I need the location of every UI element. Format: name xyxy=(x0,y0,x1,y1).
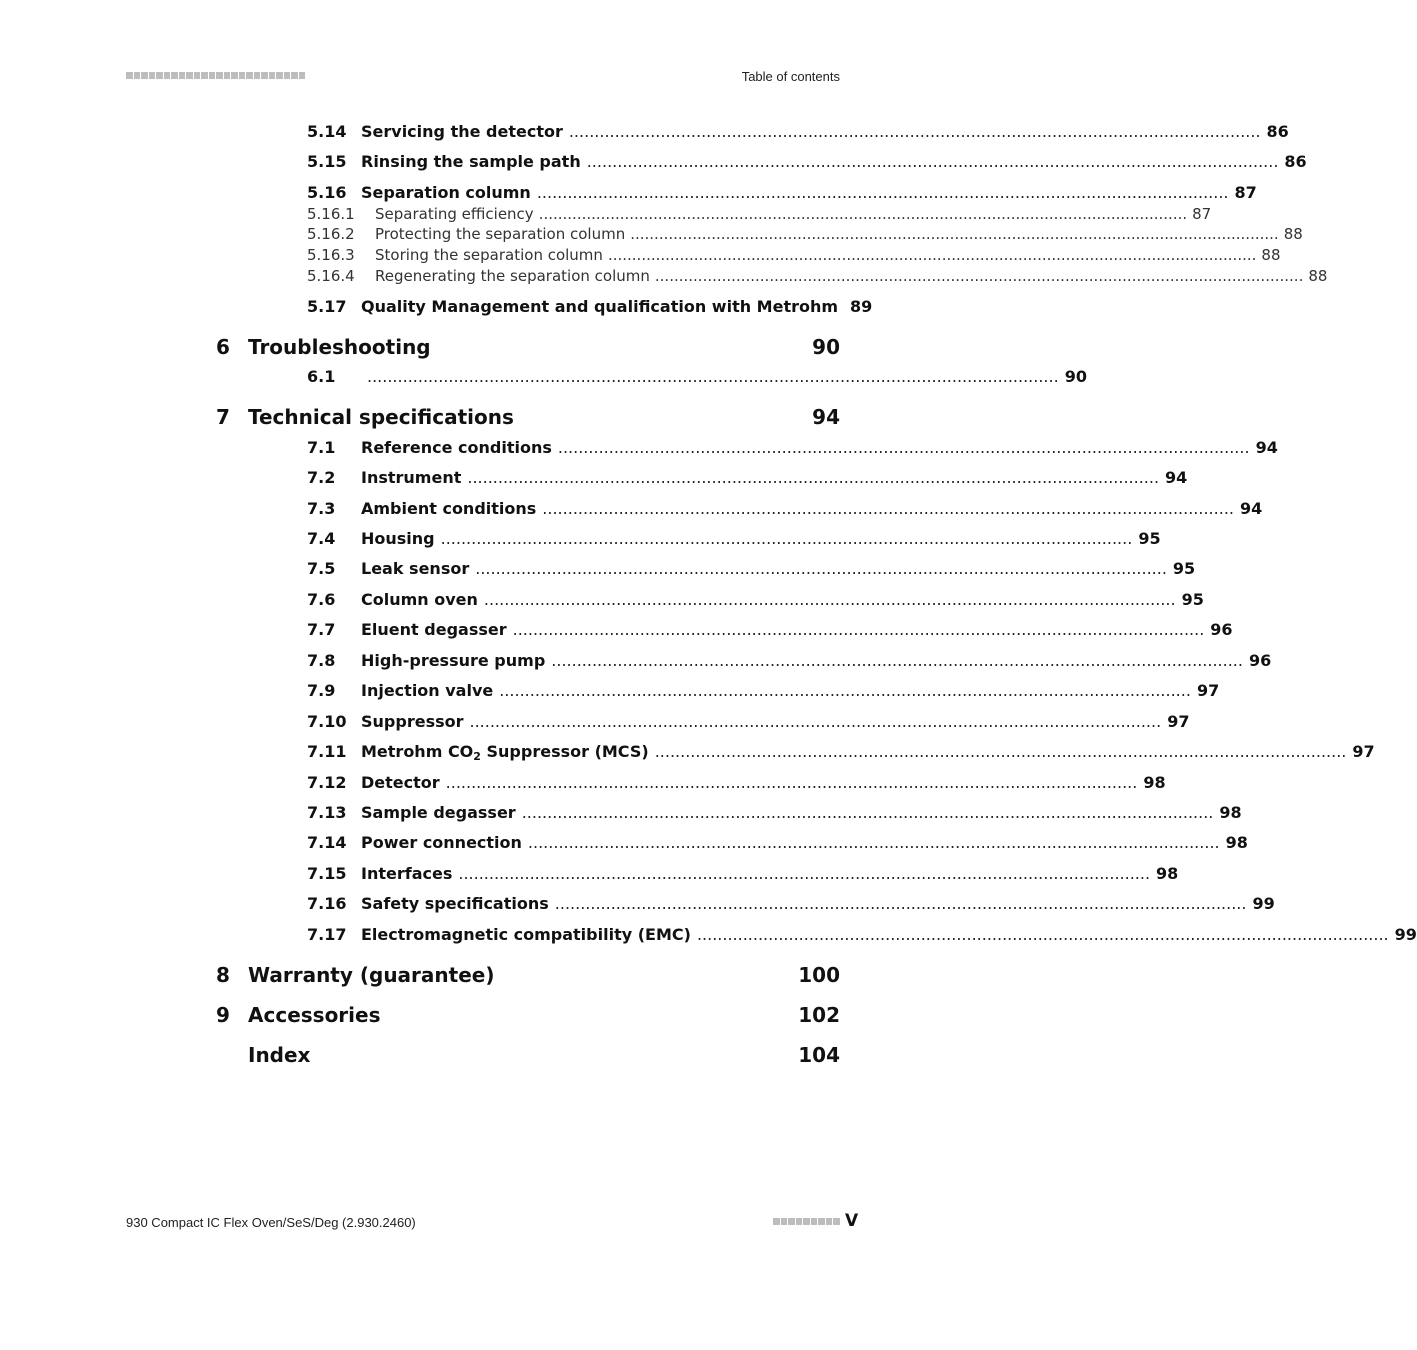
entry-page: 96 xyxy=(1248,651,1272,670)
entry-page: 94 xyxy=(1255,438,1278,457)
toc-chapter[interactable] xyxy=(0,405,954,427)
entry-number: 5.16.4 xyxy=(307,267,355,285)
entry-page: 90 xyxy=(1064,367,1087,386)
entry-page: 87 xyxy=(1234,183,1257,202)
toc-subentry[interactable]: 5.16.2 Protecting the separation column ........................................................................................................................................ 88 xyxy=(307,225,1303,243)
chapter-title: Troubleshooting xyxy=(248,335,431,359)
chapter-number: 8 xyxy=(216,963,230,987)
entry-number: 7.3 xyxy=(307,499,336,518)
toc-entry[interactable]: 7.1 Reference conditions ........................................................................................................................................ 94 xyxy=(307,438,1278,457)
chapter-title: Accessories xyxy=(248,1003,381,1027)
header-decoration xyxy=(126,72,305,80)
entry-number: 5.15 xyxy=(307,152,347,171)
entry-title: Separating efficiency xyxy=(375,205,534,223)
entry-number: 7.15 xyxy=(307,864,347,883)
toc-entry[interactable]: 5.16 Separation column ........................................................................................................................................ 87 xyxy=(307,183,1257,202)
entry-title: Sample degasser xyxy=(361,803,516,822)
entry-title: Ambient conditions xyxy=(361,499,537,518)
toc-entry[interactable]: 7.12 Detector ........................................................................................................................................ 98 xyxy=(307,773,1166,792)
running-footer: 930 Compact IC Flex Oven/SeS/Deg (2.930.2460) xyxy=(126,1215,416,1230)
entry-number: 7.2 xyxy=(307,468,336,487)
entry-page: 99 xyxy=(1252,894,1275,913)
entry-page: 97 xyxy=(1196,681,1220,700)
toc-chapter[interactable] xyxy=(0,1003,954,1025)
toc-subentry[interactable]: 5.16.3 Storing the separation column ........................................................................................................................................ 88 xyxy=(307,246,1281,264)
entry-page: 95 xyxy=(1172,559,1196,578)
chapter-number: 6 xyxy=(216,335,230,359)
entry-title: Leak sensor xyxy=(361,559,470,578)
toc-entry[interactable]: 7.2 Instrument ........................................................................................................................................ 94 xyxy=(307,468,1188,487)
entry-title: Detector xyxy=(361,773,440,792)
entry-number: 7.16 xyxy=(307,894,347,913)
entry-number: 7.11 xyxy=(307,742,347,761)
page-number: V xyxy=(845,1211,859,1231)
entry-title: Regenerating the separation column xyxy=(375,267,650,285)
entry-page: 94 xyxy=(1165,468,1188,487)
entry-page: 97 xyxy=(1167,712,1190,731)
entry-number: 7.6 xyxy=(307,590,336,609)
entry-title: Rinsing the sample path xyxy=(361,152,581,171)
footer-decoration xyxy=(773,1218,840,1226)
entry-title: Injection valve xyxy=(361,681,494,700)
entry-page: 89 xyxy=(850,297,873,316)
entry-page: 96 xyxy=(1210,620,1233,639)
toc-entry[interactable]: 7.5 Leak sensor ........................................................................................................................................ 95 xyxy=(307,559,1196,578)
chapter-page: 104 xyxy=(798,1043,840,1067)
entry-title: Eluent degasser xyxy=(361,620,507,639)
entry-number: 7.8 xyxy=(307,651,336,670)
toc-entry[interactable]: 7.6 Column oven ........................................................................................................................................ 95 xyxy=(307,590,1204,609)
toc-entry[interactable]: 7.13 Sample degasser ........................................................................................................................................ 98 xyxy=(307,803,1242,822)
entry-page: 88 xyxy=(1261,246,1281,264)
entry-title: Electromagnetic compatibility (EMC) xyxy=(361,925,691,944)
chapter-page: 94 xyxy=(812,405,840,429)
running-header: Table of contents xyxy=(741,69,840,84)
entry-page: 86 xyxy=(1284,152,1307,171)
entry-number: 5.16.1 xyxy=(307,205,355,223)
entry-title: Metrohm $CO_2$ Suppressor (MCS) xyxy=(361,742,649,763)
entry-number: 7.1 xyxy=(307,438,336,457)
toc-entry[interactable]: 7.3 Ambient conditions ........................................................................................................................................ 94 xyxy=(307,499,1263,518)
entry-page: 95 xyxy=(1181,590,1204,609)
toc-entry[interactable]: 7.8 High-pressure pump ........................................................................................................................................ 96 xyxy=(307,651,1272,670)
toc-subentry[interactable]: 5.16.1 Separating efficiency ........................................................................................................................................ 87 xyxy=(307,205,1212,223)
toc-entry[interactable]: 7.14 Power connection ........................................................................................................................................ 98 xyxy=(307,833,1248,852)
entry-page: 87 xyxy=(1192,205,1212,223)
toc-entry[interactable]: 7.15 Interfaces ........................................................................................................................................ 98 xyxy=(307,864,1179,883)
entry-page: 88 xyxy=(1283,225,1303,243)
chapter-page: 102 xyxy=(798,1003,840,1027)
entry-number: 7.4 xyxy=(307,529,336,548)
entry-page: 98 xyxy=(1143,773,1166,792)
toc-entry[interactable]: 7.17 Electromagnetic compatibility (EMC) ........................................................................................................................................ 99 xyxy=(307,925,1417,944)
toc-entry[interactable]: 6.1 ........................................................................................................................................ 90 xyxy=(307,367,1087,386)
chapter-title: Index xyxy=(248,1043,311,1067)
entry-number: 7.5 xyxy=(307,559,336,578)
entry-title: Separation column xyxy=(361,183,531,202)
toc-chapter[interactable] xyxy=(0,963,954,985)
entry-page: 95 xyxy=(1138,529,1161,548)
toc-chapter[interactable] xyxy=(0,335,954,357)
entry-title: Instrument xyxy=(361,468,462,487)
entry-title: Quality Management and qualification with Metrohm xyxy=(361,297,839,316)
entry-title: Housing xyxy=(361,529,435,548)
toc-entry[interactable]: 7.9 Injection valve ........................................................................................................................................ 97 xyxy=(307,681,1220,700)
entry-title: Suppressor xyxy=(361,712,464,731)
entry-page: 98 xyxy=(1156,864,1179,883)
entry-number: 7.7 xyxy=(307,620,336,639)
entry-page: 99 xyxy=(1394,925,1417,944)
entry-title: High-pressure pump xyxy=(361,651,546,670)
toc-entry[interactable]: 7.11 Metrohm $CO_2$ Suppressor (MCS) ........................................................................................................................................ 97 xyxy=(307,742,1375,763)
chapter-title: Technical specifications xyxy=(248,405,514,429)
toc-entry[interactable]: 7.4 Housing ........................................................................................................................................ 95 xyxy=(307,529,1161,548)
entry-page: 98 xyxy=(1225,833,1248,852)
entry-number: 7.13 xyxy=(307,803,347,822)
entry-title: Reference conditions xyxy=(361,438,552,457)
entry-page: 97 xyxy=(1352,742,1375,761)
chapter-page: 90 xyxy=(812,335,840,359)
entry-page: 98 xyxy=(1219,803,1242,822)
entry-number: 6.1 xyxy=(307,367,336,386)
entry-number: 5.14 xyxy=(307,122,347,141)
toc-entry[interactable]: 7.10 Suppressor ........................................................................................................................................ 97 xyxy=(307,712,1190,731)
entry-number: 7.12 xyxy=(307,773,347,792)
toc-entry[interactable]: 5.14 Servicing the detector ........................................................................................................................................ 86 xyxy=(307,122,1289,141)
entry-number: 7.10 xyxy=(307,712,347,731)
toc-subentry[interactable]: 5.16.4 Regenerating the separation column ........................................................................................................................................ 88 xyxy=(307,267,1328,285)
entry-title: Column oven xyxy=(361,590,478,609)
entry-number: 5.16.3 xyxy=(307,246,355,264)
entry-title: Power connection xyxy=(361,833,522,852)
chapter-title: Warranty (guarantee) xyxy=(248,963,495,987)
entry-title: Storing the separation column xyxy=(375,246,603,264)
chapter-number: 7 xyxy=(216,405,230,429)
toc-entry[interactable]: 5.15 Rinsing the sample path ........................................................................................................................................ 86 xyxy=(307,152,1307,171)
entry-number: 7.14 xyxy=(307,833,347,852)
entry-page: 88 xyxy=(1308,267,1328,285)
entry-page: 86 xyxy=(1266,122,1289,141)
entry-number: 5.17 xyxy=(307,297,347,316)
toc-index[interactable] xyxy=(0,1043,954,1065)
chapter-page: 100 xyxy=(798,963,840,987)
chapter-number: 9 xyxy=(216,1003,230,1027)
toc-entry[interactable]: 7.7 Eluent degasser ........................................................................................................................................ 96 xyxy=(307,620,1233,639)
entry-title: Servicing the detector xyxy=(361,122,563,141)
entry-number: 5.16.2 xyxy=(307,225,355,243)
toc-entry[interactable] xyxy=(0,297,954,319)
entry-title: Protecting the separation column xyxy=(375,225,626,243)
entry-page: 94 xyxy=(1239,499,1263,518)
toc-entry[interactable]: 7.16 Safety specifications ........................................................................................................................................ 99 xyxy=(307,894,1275,913)
entry-number: 5.16 xyxy=(307,183,347,202)
entry-number: 7.9 xyxy=(307,681,336,700)
entry-number: 7.17 xyxy=(307,925,347,944)
entry-title: Safety specifications xyxy=(361,894,549,913)
entry-title: Interfaces xyxy=(361,864,453,883)
